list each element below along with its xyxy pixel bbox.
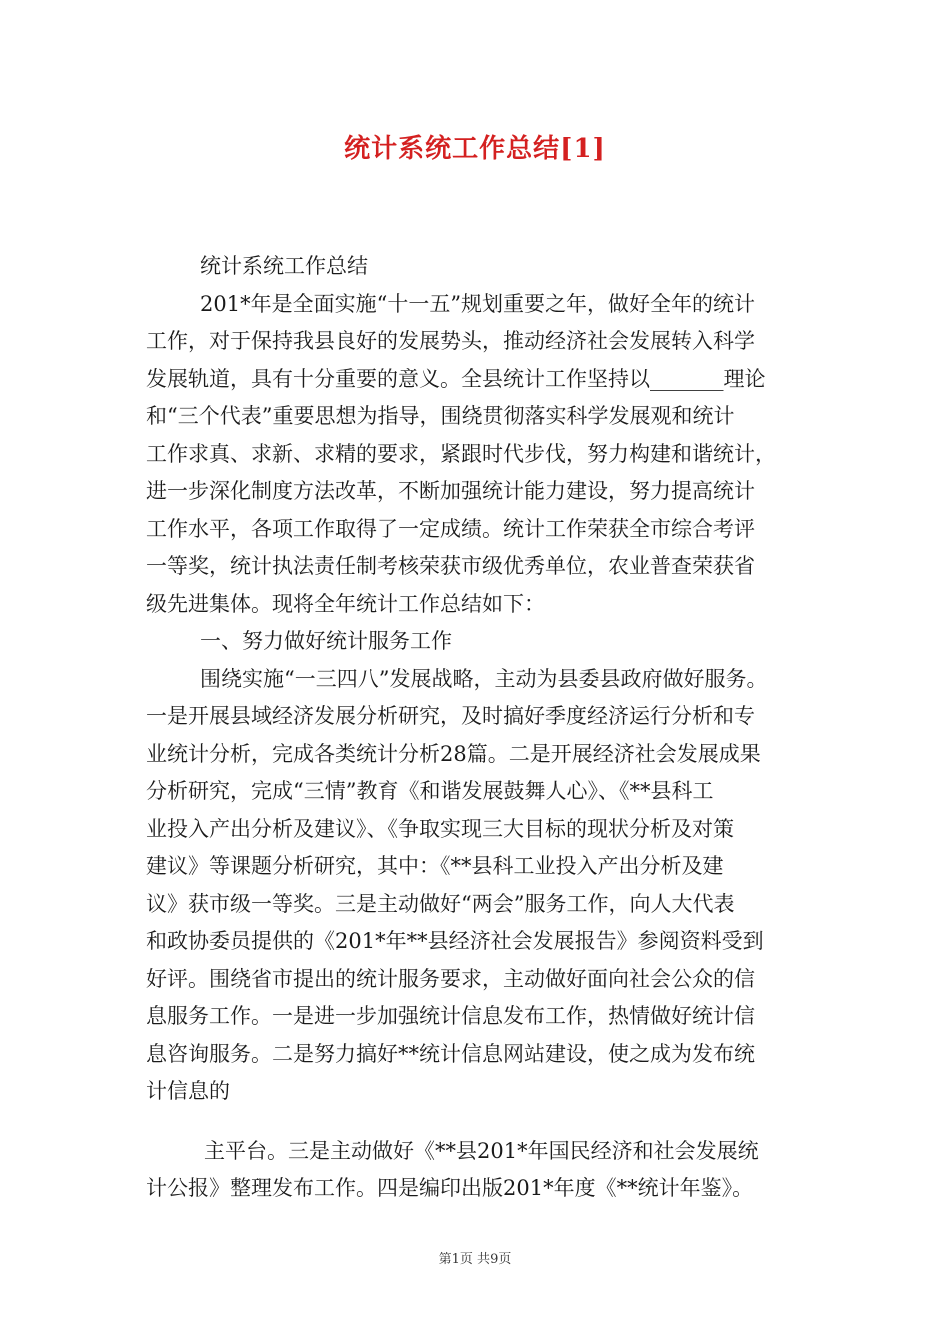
body-line: 好评。围绕省市提出的统计服务要求，主动做好面向社会公众的信 [146,966,755,991]
document-title: 统计系统工作总结[1] [344,134,606,164]
page-footer [0,1248,950,1267]
body-line: 业统计分析，完成各类统计分析28篇。二是开展经济社会发展成果 [146,741,761,766]
body-line: 息服务工作。一是进一步加强统计信息发布工作，热情做好统计信 [146,1004,755,1028]
body-line: 建议》等课题分析研究，其中：《**县科工业投入产出分析及建 [146,854,724,878]
body-line: 一是开展县域经济发展分析研究，及时搞好季度经济运行分析和专 [146,704,755,728]
section-heading: 一、努力做好统计服务工作 [200,629,452,653]
body-line: 级先进集体。现将全年统计工作总结如下： [146,591,545,616]
body-line: 201*年是全面实施“十一五”规划重要之年，做好全年的统计 [200,291,756,316]
body-line: 工作水平，各项工作取得了一定成绩。统计工作荣获全市综合考评 [146,516,755,541]
page-number: 1 [451,1252,460,1267]
body-line: 和“三个代表”重要思想为指导，围绕贯彻落实科学发展观和统计 [146,404,735,428]
footer-suffix: 页 [498,1252,512,1267]
body-line: 议》获市级一等奖。三是主动做好“两会”服务工作，向人大代表 [146,891,735,916]
footer-mid: 页 共 [459,1252,491,1267]
body-line: 进一步深化制度方法改革，不断加强统计能力建设，努力提高统计 [146,479,755,503]
body-line-heading: 统计系统工作总结 [200,254,368,278]
paragraph-gap [146,1111,808,1133]
footer-prefix: 第 [438,1252,452,1267]
page-total: 9 [490,1252,499,1267]
body-line: 计信息的 [146,1079,230,1103]
body-line: 主平台。三是主动做好《**县201*年国民经济和社会发展统 [204,1138,759,1163]
body-line: 计公报》整理发布工作。四是编印出版201*年度《**统计年鉴》。 [146,1176,754,1200]
body-line: 和政协委员提供的《201*年**县经济社会发展报告》参阅资料受到 [146,929,764,953]
body-line: 分析研究，完成“三情”教育《和谐发展鼓舞人心》、《**县科工 [146,779,714,803]
body-line: 工作，对于保持我县良好的发展势头，推动经济社会发展转入科学 [146,329,755,353]
document-body [146,248,808,1208]
body-line: 业投入产出分析及建议》、《争取实现三大目标的现状分析及对策 [146,816,734,841]
body-line: 发展轨道，具有十分重要的意义。全县统计工作坚持以_______理论 [146,366,766,391]
body-line: 工作求真、求新、求精的要求，紧跟时代步伐，努力构建和谐统计， [146,441,776,466]
body-line: 围绕实施“一三四八”发展战略，主动为县委县政府做好服务。 [200,666,768,691]
body-line: 息咨询服务。二是努力搞好**统计信息网站建设，使之成为发布统 [146,1041,755,1066]
body-line: 一等奖，统计执法责任制考核荣获市级优秀单位，农业普查荣获省 [146,554,755,578]
